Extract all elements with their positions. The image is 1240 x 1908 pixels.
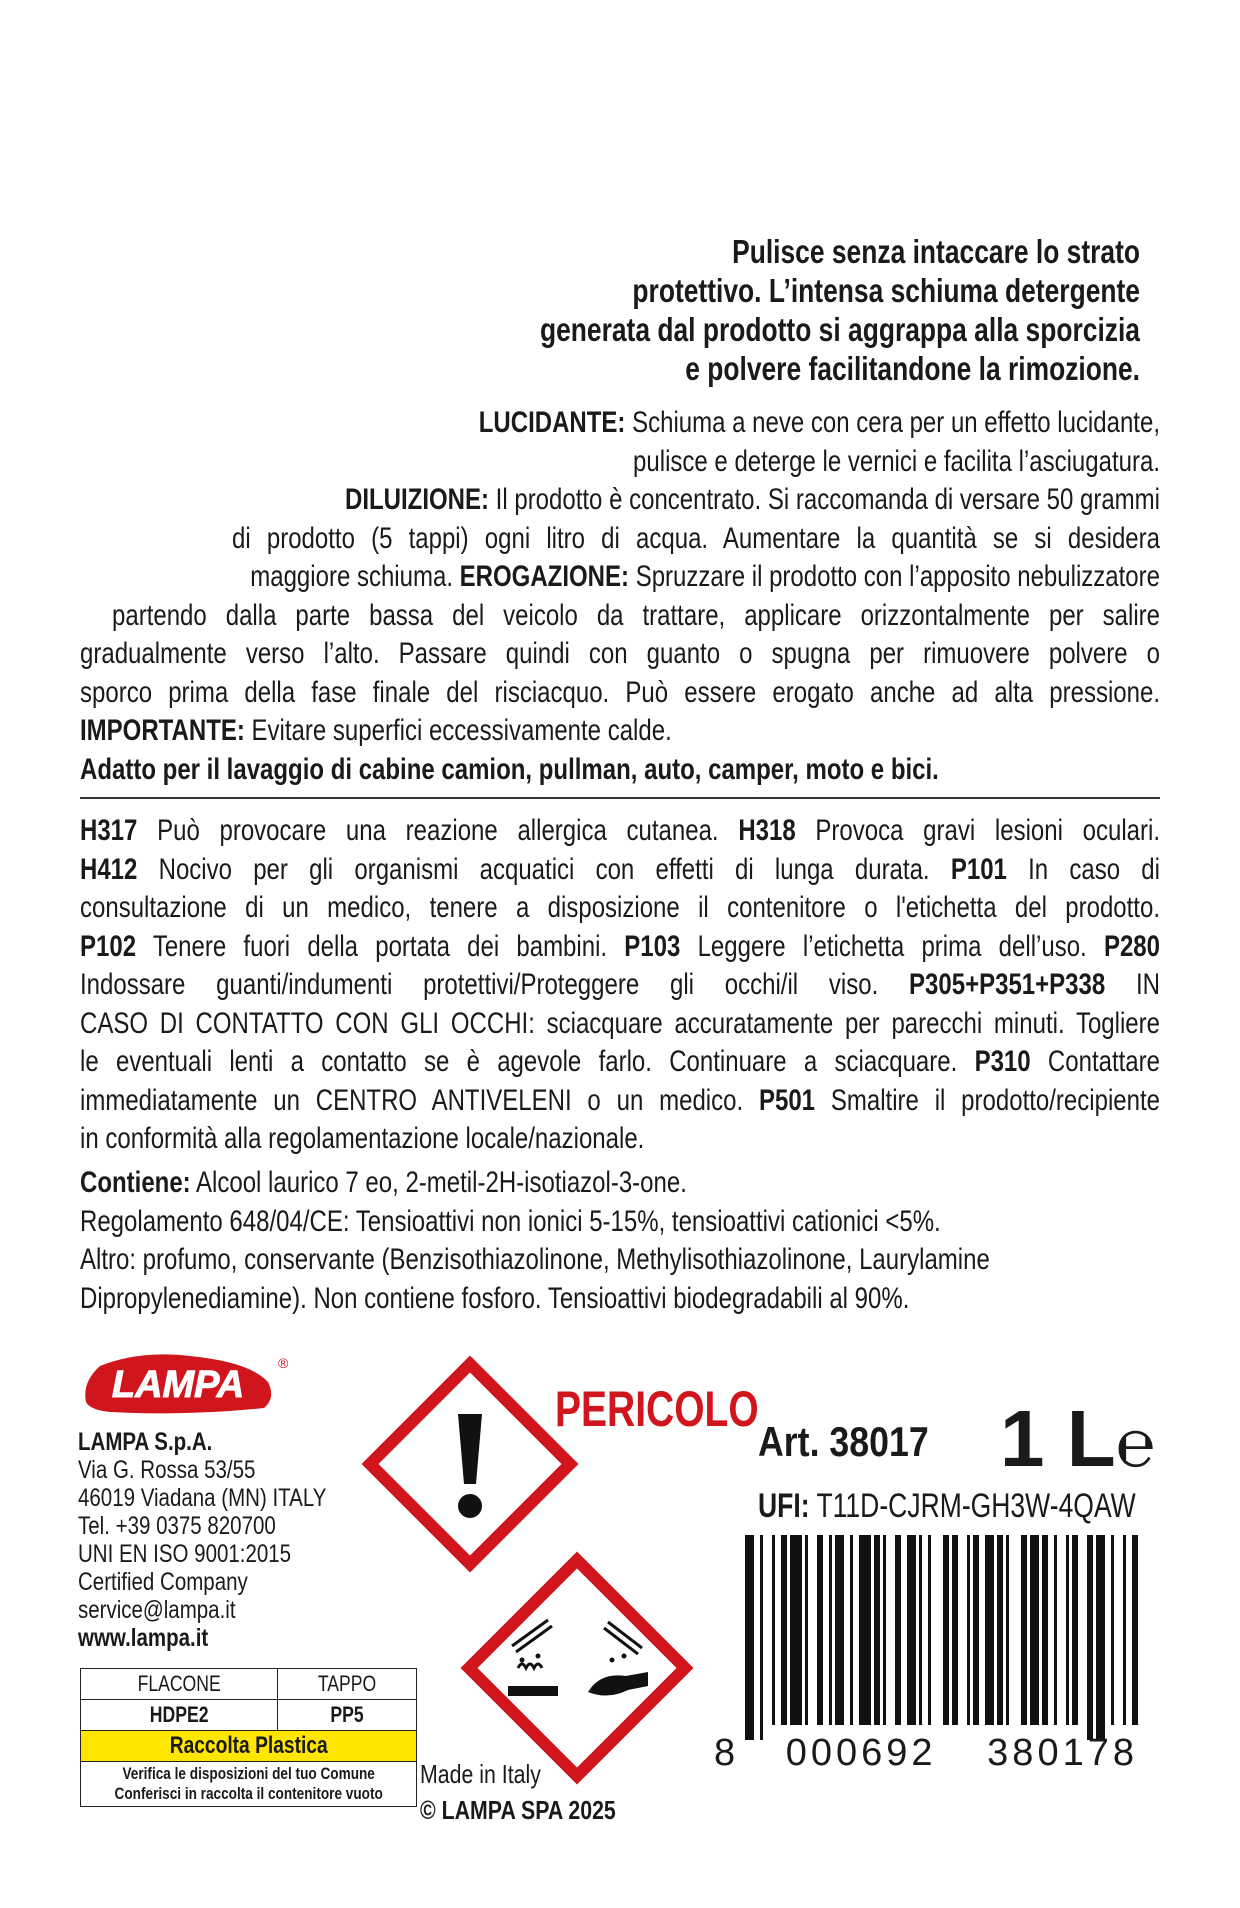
recycling-title: Raccolta Plastica: [169, 1732, 328, 1759]
barcode-bar: [973, 1535, 979, 1725]
usage-line: maggiore schiuma. EROGAZIONE: Spruzzare il prodotto con l’apposito nebulizzatore: [250, 560, 1160, 593]
usage-line: pulisce e deterge le vernici e facilita l’asciugatura.: [633, 444, 1160, 478]
hazard-line: le eventuali lenti a contatto se è agevole farlo. Continuare a sciacquare. P310 Contattare: [80, 1045, 1160, 1078]
made-in-block: [420, 1756, 659, 1828]
hazard-line: H317 Può provocare una reazione allergica cutanea. H318 Provoca gravi lesioni oculari.: [80, 814, 1161, 847]
company-phone: Tel. +39 0375 820700: [78, 1512, 276, 1540]
made-in: Made in Italy: [420, 1759, 541, 1789]
barcode-bar: [760, 1535, 763, 1740]
hazard-line: immediatamente un CENTRO ANTIVELENI o un medico. P501 Smaltire il prodotto/recipiente: [80, 1083, 1160, 1117]
article-number: Art. 38017: [758, 1418, 929, 1465]
intro-line: generata dal prodotto si aggrappa alla sporcizia: [539, 311, 1140, 348]
usage-paragraph: [80, 404, 1160, 789]
usage-line: Adatto per il lavaggio di cabine camion, pullman, auto, camper, moto e bici.: [80, 752, 939, 786]
barcode-bar: [817, 1535, 823, 1725]
ufi-code: UFI: T11D-CJRM-GH3W-4QAW: [758, 1487, 1136, 1525]
barcode-digit-group: 380178: [987, 1732, 1138, 1774]
usage-line: sporco prima della fase finale del risciacquo. Può essere erogato anche ad alta pressione.: [80, 675, 1160, 709]
registered-mark: ®: [278, 1355, 289, 1371]
usage-line: gradualmente verso l’alto. Passare quindi con guanto o spugna per rimuovere polvere o: [80, 637, 1160, 670]
barcode-bar: [1132, 1535, 1138, 1725]
company-street: Via G. Rossa 53/55: [78, 1456, 256, 1484]
recycling-table: [80, 1668, 417, 1807]
barcode-bar: [883, 1535, 886, 1725]
company-email: service@lampa.it: [78, 1596, 236, 1624]
company-website: www.lampa.it: [78, 1624, 209, 1652]
usage-line: LUCIDANTE: Schiuma a neve con cera per un effetto lucidante,: [478, 406, 1160, 439]
barcode-bar: [1123, 1535, 1126, 1725]
hazard-line: Indossare guanti/indumenti protettivi/Proteggere gli occhi/il viso. P305+P351+P338 IN: [80, 968, 1161, 1001]
copyright: © LAMPA SPA 2025: [420, 1795, 616, 1825]
barcode-bar: [850, 1535, 853, 1725]
e-mark-icon: ℮: [1115, 1406, 1156, 1480]
hazard-line: H412 Nocivo per gli organismi acquatici con effetti di lunga durata. P101 In caso di: [80, 852, 1160, 886]
lampa-logo: [80, 1352, 290, 1419]
barcode-bar: [835, 1535, 844, 1725]
ghs-exclamation-icon: [370, 1364, 570, 1564]
barcode-bar: [859, 1535, 871, 1725]
barcode-bar: [1006, 1535, 1009, 1725]
barcode-bar: [805, 1535, 808, 1725]
barcode-bar: [745, 1535, 754, 1740]
barcode-bar: [781, 1535, 787, 1725]
hazard-line: CASO DI CONTATTO CON GLI OCCHI: sciacquare accuratamente per parecchi minuti. Togliere: [80, 1006, 1160, 1040]
intro-line: protettivo. L’intensa schiuma detergente: [632, 272, 1140, 309]
cap-header: TAPPO: [318, 1671, 377, 1696]
bottle-material: HDPE2: [149, 1702, 209, 1727]
barcode-bar: [997, 1535, 1003, 1725]
company-info: [78, 1428, 381, 1652]
contents-block: [80, 1164, 1160, 1318]
hazard-line: in conformità alla regolamentazione locale/nazionale.: [80, 1122, 645, 1155]
signal-word: PERICOLO: [555, 1381, 759, 1437]
barcode-bar: [928, 1535, 931, 1725]
regulation-line: Regolamento 648/04/CE: Tensioattivi non ionici 5-15%, tensioattivi cationici <5%.: [80, 1204, 941, 1238]
ghs-corrosive-icon: [469, 1560, 685, 1776]
barcode-bar: [919, 1535, 922, 1725]
company-city: 46019 Viadana (MN) ITALY: [78, 1484, 327, 1512]
barcode-bar: [907, 1535, 916, 1725]
volume: [1000, 1393, 1155, 1485]
barcode-bar: [874, 1535, 880, 1725]
barcode-bar: [967, 1535, 970, 1725]
intro-line: e polvere facilitandone la rimozione.: [685, 350, 1140, 387]
usage-line: DILUIZIONE: Il prodotto è concentrato. Si raccomanda di versare 50 grammi: [345, 483, 1160, 516]
usage-line: di prodotto (5 tappi) ogni litro di acqua. Aumentare la quantità se si desidera: [232, 521, 1160, 555]
company-iso: UNI EN ISO 9001:2015: [78, 1540, 292, 1568]
hazard-statements: [80, 812, 1160, 1159]
divider: [80, 797, 1160, 799]
contents-line: Contiene: Alcool laurico 7 eo, 2-metil-2H-isotiazol-3-one.: [80, 1166, 687, 1199]
barcode-bar: [1021, 1535, 1027, 1725]
other-line: Altro: profumo, conservante (Benzisothiazolinone, Methylisothiazolinone, Laurylamine: [80, 1243, 990, 1276]
barcode-bar: [772, 1535, 775, 1725]
barcode-bar: [952, 1535, 958, 1725]
barcode-bar: [1054, 1535, 1057, 1725]
bottle-header: FLACONE: [137, 1671, 221, 1696]
barcode-bar: [1072, 1535, 1078, 1725]
barcode-bar: [790, 1535, 802, 1725]
barcode-bar: [1042, 1535, 1048, 1725]
volume-value: 1 L: [1000, 1394, 1116, 1483]
intro-line: Pulisce senza intaccare lo strato: [732, 233, 1140, 270]
barcode-bar: [1066, 1535, 1069, 1725]
usage-line: IMPORTANTE: Evitare superfici eccessivamente calde.: [80, 714, 672, 747]
barcode-bar: [985, 1535, 994, 1725]
barcode-bar: [1087, 1535, 1093, 1740]
other-line: Dipropylenediamine). Non contiene fosforo. Tensioattivi biodegradabili al 90%.: [80, 1281, 910, 1315]
company-name: LAMPA S.p.A.: [78, 1428, 213, 1456]
hazard-line: consultazione di un medico, tenere a disposizione il contenitore o l'etichetta del prodotto.: [80, 891, 1160, 924]
barcode-bar: [1030, 1535, 1039, 1725]
cap-material: PP5: [330, 1702, 364, 1727]
barcode-bar: [895, 1535, 901, 1725]
recycling-note: Conferisci in raccolta il contenitore vuoto: [114, 1784, 383, 1803]
barcode-digit-group: 000692: [785, 1732, 937, 1774]
barcode-bar: [1096, 1535, 1105, 1740]
intro-block: [320, 232, 1140, 388]
barcode-bar: [943, 1535, 949, 1725]
barcode-digits: [714, 1732, 1138, 1775]
logo-text: LAMPA: [111, 1364, 245, 1406]
recycling-note: Verifica le disposizioni del tuo Comune: [122, 1764, 375, 1783]
company-certified: Certified Company: [78, 1568, 248, 1596]
hazard-line: P102 Tenere fuori della portata dei bambini. P103 Leggere l’etichetta prima dell’uso. P280: [80, 929, 1160, 963]
barcode-bar: [829, 1535, 832, 1725]
usage-line: partendo dalla parte bassa del veicolo da trattare, applicare orizzontalmente per salire: [112, 598, 1160, 632]
barcode-digit-group: 8: [714, 1732, 736, 1774]
barcode: [745, 1535, 1145, 1740]
barcode-bar: [1111, 1535, 1114, 1725]
